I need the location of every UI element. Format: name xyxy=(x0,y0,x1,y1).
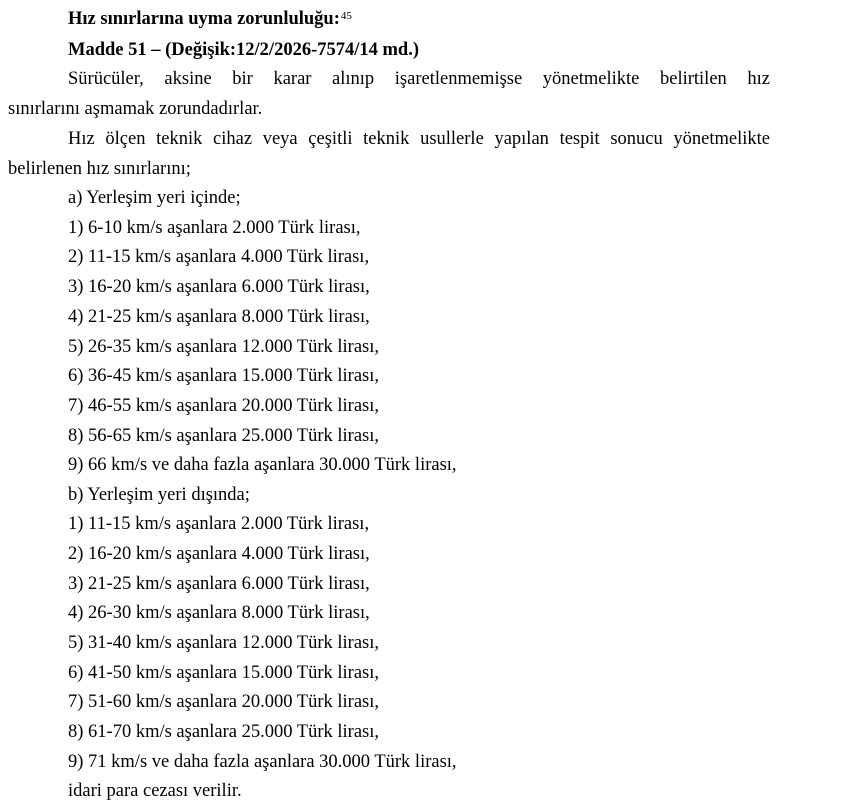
section-a-item: 2) 11-15 km/s aşanlara 4.000 Türk lirası, xyxy=(68,247,370,267)
section-a-label: a) Yerleşim yeri içinde; xyxy=(68,188,241,208)
section-b-item: 9) 71 km/s ve daha fazla aşanlara 30.000 Türk lirası, xyxy=(68,752,457,772)
section-b-item: 2) 16-20 km/s aşanlara 4.000 Türk lirası, xyxy=(68,544,370,564)
section-a-item: 1) 6-10 km/s aşanlara 2.000 Türk lirası, xyxy=(68,218,361,238)
section-a-item: 8) 56-65 km/s aşanlara 25.000 Türk lirası, xyxy=(68,426,380,446)
section-b-item: 6) 41-50 km/s aşanlara 15.000 Türk lirası, xyxy=(68,663,380,683)
section-b-item: 3) 21-25 km/s aşanlara 6.000 Türk lirası, xyxy=(68,574,370,594)
footnote-reference[interactable]: 45 xyxy=(340,10,352,22)
section-a-item: 5) 26-35 km/s aşanlara 12.000 Türk lirası, xyxy=(68,337,380,357)
closing-line: idari para cezası verilir. xyxy=(68,781,242,801)
section-b-item: 8) 61-70 km/s aşanlara 25.000 Türk lirası, xyxy=(68,722,380,742)
section-b-item: 1) 11-15 km/s aşanlara 2.000 Türk lirası, xyxy=(68,514,370,534)
paragraph-1-line-1: Sürücüler, aksine bir karar alınıp işaretlenmemişse yönetmelikte belirtilen hız xyxy=(68,69,770,89)
paragraph-1 xyxy=(8,68,770,120)
paragraph-2 xyxy=(8,128,770,180)
article-title: Madde 51 – (Değişik:12/2/2026-7574/14 md.) xyxy=(68,40,419,60)
section-b-item: 7) 51-60 km/s aşanlara 20.000 Türk lirası, xyxy=(68,692,380,712)
section-heading xyxy=(68,8,352,30)
section-a-item: 7) 46-55 km/s aşanlara 20.000 Türk lirası, xyxy=(68,396,380,416)
paragraph-2-line-2: belirlenen hız sınırlarını; xyxy=(8,159,191,179)
paragraph-2-line-1: Hız ölçen teknik cihaz veya çeşitli teknik usullerle yapılan tespit sonucu yönetmelikte xyxy=(68,129,770,149)
section-b-label: b) Yerleşim yeri dışında; xyxy=(68,485,250,505)
paragraph-1-line-2: sınırlarını aşmamak zorundadırlar. xyxy=(8,99,263,119)
section-a-item: 4) 21-25 km/s aşanlara 8.000 Türk lirası, xyxy=(68,307,370,327)
section-b-item: 4) 26-30 km/s aşanlara 8.000 Türk lirası, xyxy=(68,603,370,623)
heading-title: Hız sınırlarına uyma zorunluluğu: xyxy=(68,9,340,29)
section-a-item: 9) 66 km/s ve daha fazla aşanlara 30.000 Türk lirası, xyxy=(68,455,457,475)
section-b-item: 5) 31-40 km/s aşanlara 12.000 Türk lirası, xyxy=(68,633,380,653)
section-a-item: 3) 16-20 km/s aşanlara 6.000 Türk lirası, xyxy=(68,277,370,297)
section-a-item: 6) 36-45 km/s aşanlara 15.000 Türk lirası, xyxy=(68,366,380,386)
